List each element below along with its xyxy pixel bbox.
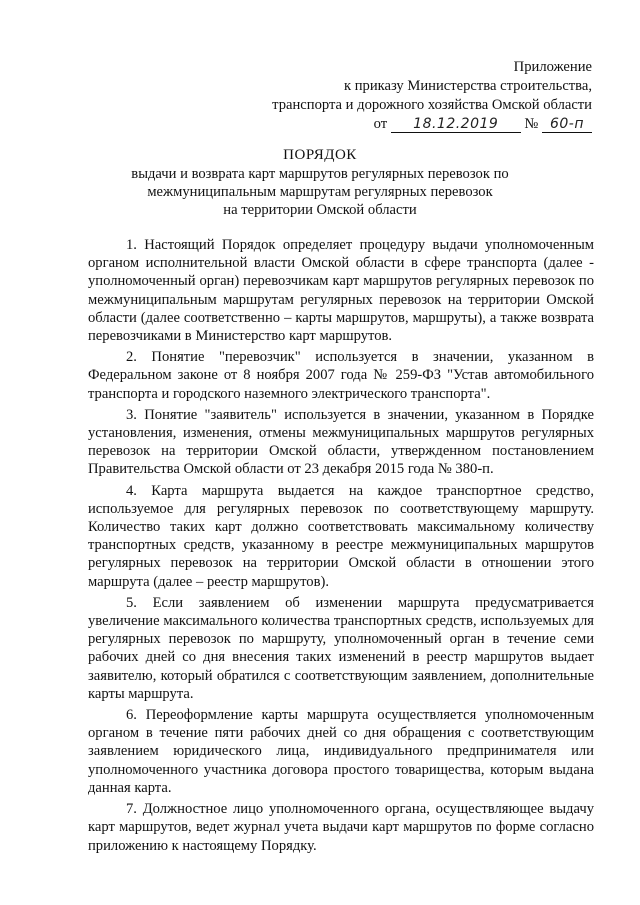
number-blank <box>542 117 592 133</box>
paragraph-3: 3. Понятие "заявитель" используется в значении, указанном в Порядке установления, изменения, отмены межмуниципальных маршрутов регулярных перевозок на территории Омской области, утвержденном постановлением Правительства Омской области от 23 декабря 2015 года № 380-п. <box>88 406 594 478</box>
title-subtitle-line-1: выдачи и возврата карт маршрутов регулярных перевозок по <box>131 166 509 182</box>
paragraph-6: 6. Переоформление карты маршрута осуществляется уполномоченным органом в течение пяти рабочих дней со дня обращения с соответствующим заявлением юридического лица, индивидуального предпринимателя или уполномоченного участника договора простого товарищества, которым выдана данная карта. <box>88 707 594 796</box>
handwritten-date: 18.12.2019 <box>413 116 499 132</box>
title-subtitle-line-3: на территории Омской области <box>223 202 417 218</box>
handwritten-number: 60-п <box>549 116 585 132</box>
from-label: от <box>373 116 388 132</box>
paragraph-1: 1. Настоящий Порядок определяет процедуру выдачи уполномоченным органом исполнительной власти Омской области в сфере транспорта (далее - уполномоченный орган) перевозчикам карт маршрутов регулярных перевозок по межмуниципальным маршрутам регулярных перевозок на территории Омской области (далее соответственно – карты маршрутов, маршруты), а также возврата перевозчиками в Министерство карт маршрутов. <box>88 237 594 345</box>
paragraph-5: 5. Если заявлением об изменении маршрута предусматривается увеличение максимального количества транспортных средств, используемых для регулярных перевозок по маршруту, уполномоченный орган в течение семи рабочих дней со дня внесения таких изменений в реестр маршрутов выдает заявителю, который обратился с соответствующим заявлением, дополнительные карты маршрута. <box>88 594 594 702</box>
title-subtitle-line-2: межмуниципальным маршрутам регулярных перевозок <box>147 184 493 200</box>
appendix-ministry-line: транспорта и дорожного хозяйства Омской области <box>272 97 592 113</box>
appendix-order-line: к приказу Министерства строительства, <box>343 78 592 94</box>
appendix-header <box>272 58 592 134</box>
number-label: № <box>524 116 539 132</box>
paragraph-2: 2. Понятие "перевозчик" используется в значении, указанном в Федеральном законе от 8 ноября 2007 года № 259-ФЗ "Устав автомобильного транспорта и городского наземного электрического транспорта". <box>88 349 594 402</box>
appendix-date-line <box>272 115 592 134</box>
appendix-label: Приложение <box>513 59 592 75</box>
title-heading: ПОРЯДОК <box>283 147 357 163</box>
date-blank <box>391 117 521 133</box>
paragraph-4: 4. Карта маршрута выдается на каждое транспортное средство, используемое для регулярных перевозок по соответствующему маршруту. Количество таких карт должно соответствовать максимальному количеству транспортных средств, указанному в реестре межмуниципальных маршрутов регулярных перевозок на территории Омской области в отношении этого маршрута (далее – реестр маршрутов). <box>88 482 594 590</box>
document-title <box>0 146 640 219</box>
paragraph-7: 7. Должностное лицо уполномоченного органа, осуществляющее выдачу карт маршрутов, ведет журнал учета выдачи карт маршрутов по форме согласно приложению к настоящему Порядку. <box>88 801 594 854</box>
document-body <box>88 236 594 858</box>
